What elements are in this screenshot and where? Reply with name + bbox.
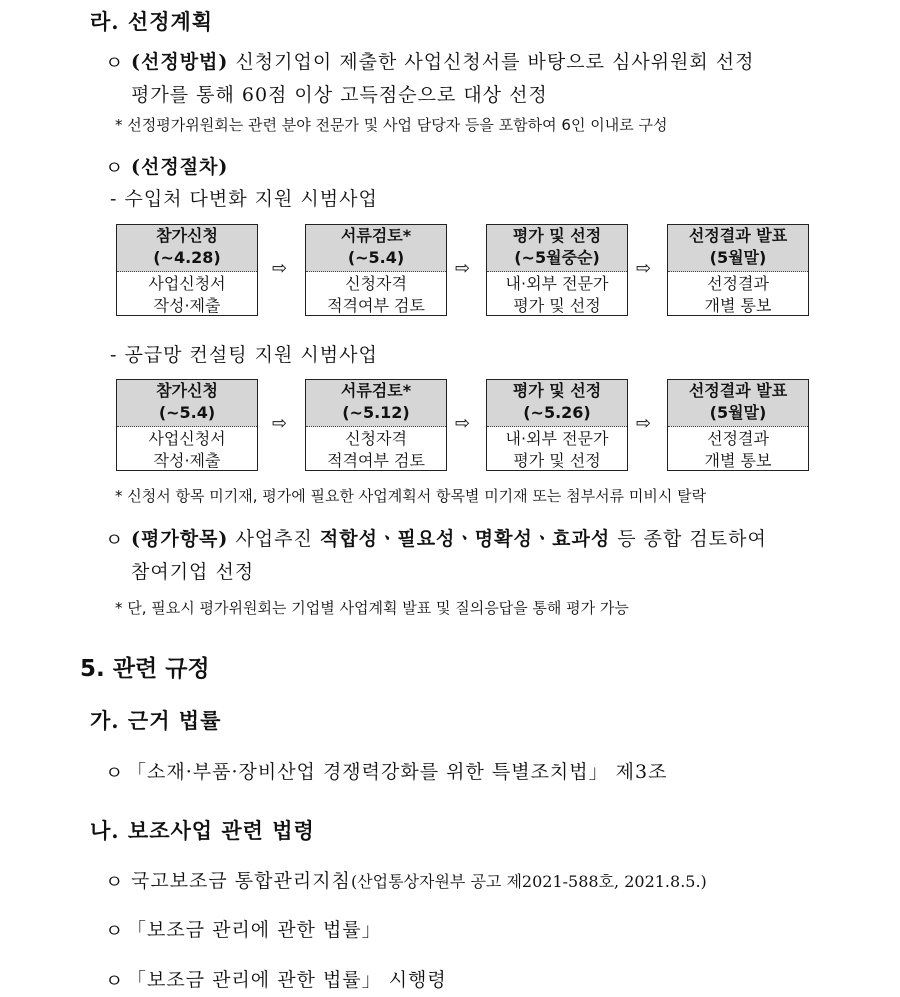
step-title: 평가 및 선정 xyxy=(512,381,602,400)
ga-item1: 「소재·부품·장비산업 경쟁력강화를 위한 특별조치법」 제3조 xyxy=(127,761,668,783)
step-desc1: 내·외부 전문가 xyxy=(505,429,609,448)
step-date: (5월말) xyxy=(709,403,767,422)
evaluation-line1 xyxy=(131,524,767,551)
flow-arrow-icon: ⇨ xyxy=(455,413,471,434)
na-item3: 「보조금 관리에 관한 법률」 시행령 xyxy=(127,969,447,991)
step-title: 참가신청 xyxy=(156,381,218,400)
step-desc2: 개별 통보 xyxy=(704,296,772,315)
step-date: (~5.4) xyxy=(347,248,405,267)
program2-step3 xyxy=(486,379,628,471)
step-title: 평가 및 선정 xyxy=(512,226,602,245)
step-desc1: 사업신청서 xyxy=(148,429,226,448)
evaluation-note: * 단, 필요시 평가위원회는 기업별 사업계획 발표 및 질의응답을 통해 평가 가능 xyxy=(115,599,629,617)
step-desc2: 개별 통보 xyxy=(704,451,772,470)
step-date: (~4.28) xyxy=(153,248,221,267)
method-line2: 평가를 통해 60점 이상 고득점순으로 대상 선정 xyxy=(131,84,548,106)
program2-step1 xyxy=(116,379,258,471)
program1-step1 xyxy=(116,224,258,316)
step-desc2: 작성·제출 xyxy=(153,296,221,315)
program2-title: - 공급망 컨설팅 지원 시범사업 xyxy=(110,344,378,366)
step-desc1: 선정결과 xyxy=(707,274,769,293)
method-text-1: 신청기업이 제출한 사업신청서를 바탕으로 심사위원회 선정 xyxy=(235,51,755,73)
flow-arrow-icon: ⇨ xyxy=(636,258,652,279)
method-label: (선정방법) xyxy=(131,51,229,73)
bullet-procedure: ㅇ xyxy=(105,157,124,179)
program1-step4 xyxy=(667,224,809,316)
bullet-na-2: ㅇ xyxy=(105,920,124,942)
step-desc1: 신청자격 xyxy=(345,429,407,448)
ga-title: 가. 근거 법률 xyxy=(90,708,222,733)
na-item1-sub: (산업통상자원부 공고 제2021-588호, 2021.8.5.) xyxy=(350,872,707,891)
na-item1 xyxy=(131,866,707,893)
step-date: (~5.12) xyxy=(342,403,410,422)
na-item1-main: 국고보조금 통합관리지침 xyxy=(131,870,351,892)
procedure-label: (선정절차) xyxy=(131,156,229,178)
method-line1 xyxy=(131,47,755,74)
bullet-method: ㅇ xyxy=(105,52,124,74)
step-date: (~5.4) xyxy=(158,403,216,422)
program1-step2 xyxy=(305,224,447,316)
evaluation-post: 등 종합 검토하여 xyxy=(617,528,767,550)
step-date: (5월말) xyxy=(709,248,767,267)
flow-arrow-icon: ⇨ xyxy=(272,413,288,434)
section-ra-title: 라. 선정계획 xyxy=(90,9,214,34)
method-note: * 선정평가위원회는 관련 분야 전문가 및 사업 담당자 등을 포함하여 6인 이내로 구성 xyxy=(115,116,668,134)
step-date: (~5월중순) xyxy=(514,248,600,267)
program1-title: - 수입처 다변화 지원 시범사업 xyxy=(110,188,378,210)
step-desc2: 적격여부 검토 xyxy=(327,296,425,315)
step-desc2: 평가 및 선정 xyxy=(513,296,601,315)
evaluation-pre: 사업추진 xyxy=(235,528,313,550)
step-desc1: 신청자격 xyxy=(345,274,407,293)
program1-step3 xyxy=(486,224,628,316)
bullet-na-3: ㅇ xyxy=(105,970,124,992)
na-item2: 「보조금 관리에 관한 법률」 xyxy=(127,919,382,941)
flow-arrow-icon: ⇨ xyxy=(272,258,288,279)
step-title: 서류검토* xyxy=(340,226,412,245)
bullet-evaluation: ㅇ xyxy=(105,529,124,551)
program2-step2 xyxy=(305,379,447,471)
flow-arrow-icon: ⇨ xyxy=(455,258,471,279)
step-date: (~5.26) xyxy=(523,403,591,422)
na-title: 나. 보조사업 관련 법령 xyxy=(90,818,315,843)
step-title: 서류검토* xyxy=(340,381,412,400)
step-title: 참가신청 xyxy=(156,226,218,245)
procedure-note: * 신청서 항목 미기재, 평가에 필요한 사업계획서 항목별 미기재 또는 첨부서류 미비시 탈락 xyxy=(115,487,707,505)
step-desc1: 선정결과 xyxy=(707,429,769,448)
step-desc1: 내·외부 전문가 xyxy=(505,274,609,293)
step-desc2: 적격여부 검토 xyxy=(327,451,425,470)
evaluation-line2: 참여기업 선정 xyxy=(131,561,255,583)
step-desc2: 작성·제출 xyxy=(153,451,221,470)
program2-step4 xyxy=(667,379,809,471)
bullet-na-1: ㅇ xyxy=(105,871,124,893)
bullet-ga-1: ㅇ xyxy=(105,762,124,784)
step-desc1: 사업신청서 xyxy=(148,274,226,293)
step-title: 선정결과 발표 xyxy=(688,226,788,245)
evaluation-label: (평가항목) xyxy=(131,528,229,550)
section5-title: 5. 관련 규정 xyxy=(80,656,210,682)
step-desc2: 평가 및 선정 xyxy=(513,451,601,470)
evaluation-criteria: 적합성ㆍ필요성ㆍ명확성ㆍ효과성 xyxy=(319,528,611,550)
flow-arrow-icon: ⇨ xyxy=(636,413,652,434)
step-title: 선정결과 발표 xyxy=(688,381,788,400)
